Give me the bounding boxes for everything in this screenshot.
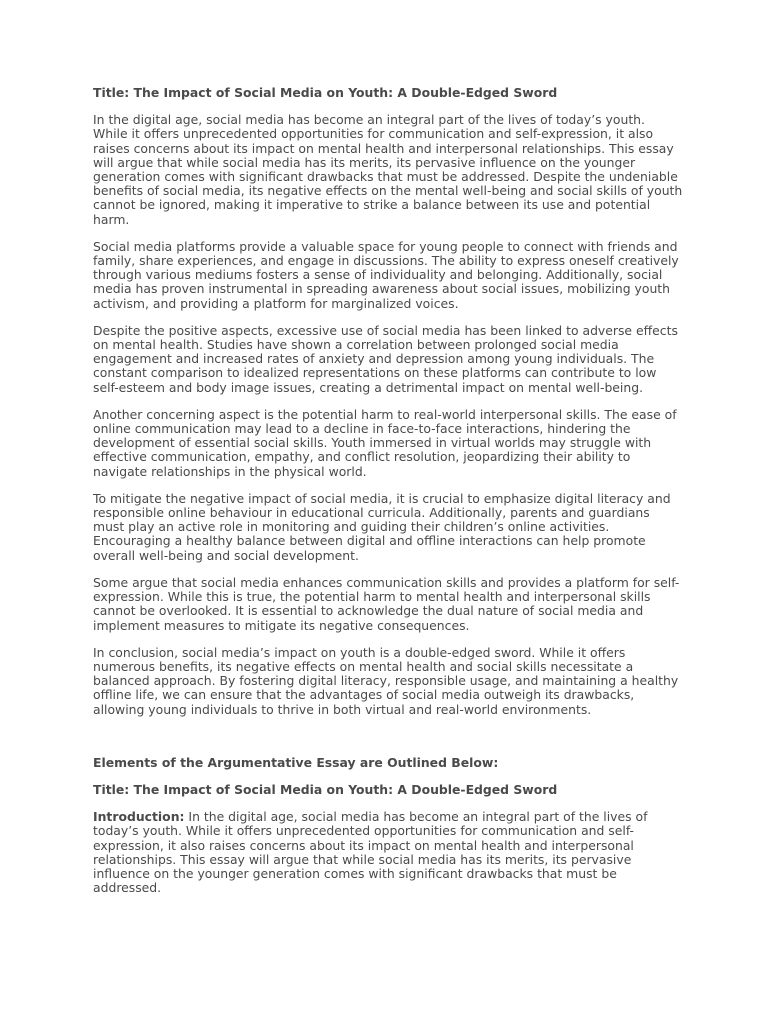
outline-title: Title: The Impact of Social Media on Youth: A Double-Edged Sword (93, 781, 558, 797)
essay-paragraph-conclusion: In conclusion, social media’s impact on youth is a double-edged sword. While it offers numerous benefits, its negative effects on mental health and social skills necessitate a balanced approach. By fostering digital literacy, responsible usage, and maintaining a healthy offline life, we can ensure that the advantages of social media outweigh its drawbacks, allowing young individuals to thrive in both virtual and real-world environments. (93, 644, 679, 717)
essay-title: Title: The Impact of Social Media on Youth: A Double-Edged Sword (93, 85, 558, 100)
outline-introduction (93, 810, 683, 895)
essay-paragraph-intro: In the digital age, social media has become an integral part of the lives of today’s youth. While it offers unprecedented opportunities for communication and self-expression, it also raises concerns about its impact on mental health and interpersonal relationships. This essay will argue that while social media has its merits, its pervasive influence on the younger generation comes with significant drawbacks that must be addressed. Despite the undeniable benefits of social media, its negative effects on the mental well-being and social skills of youth cannot be ignored, making it imperative to strike a balance between its use and potential harm. (93, 112, 683, 227)
document-page (93, 86, 683, 908)
introduction-text: In the digital age, social media has become an integral part of the lives of today’s youth. While it offers unprecedented opportunities for communication and self-expression, it also raises concerns about its impact on mental health and interpersonal relationships. This essay will argue that while social media has its merits, its pervasive influence on the younger generation comes with significant drawbacks that must be addressed. (93, 809, 648, 896)
essay-paragraph-social-skills: Another concerning aspect is the potential harm to real-world interpersonal skills. The ease of online communication may lead to a decline in face-to-face interactions, hindering the development of essential social skills. Youth immersed in virtual worlds may struggle with effective communication, empathy, and conflict resolution, jeopardizing their ability to navigate relationships in the physical world. (93, 406, 677, 479)
introduction-label: Introduction: (93, 809, 185, 825)
essay-paragraph-mental-health: Despite the positive aspects, excessive use of social media has been linked to adverse effects on mental health. Studies have shown a correlation between prolonged social media engagement and increased rates of anxiety and depression among young individuals. The constant comparison to idealized representations on these platforms can contribute to low self-esteem and body image issues, creating a detrimental impact on mental well-being. (93, 322, 678, 395)
essay-paragraph-benefits: Social media platforms provide a valuable space for young people to connect with friends and family, share experiences, and engage in discussions. The ability to express oneself creatively through various mediums fosters a sense of individuality and belonging. Additionally, social media has proven instrumental in spreading awareness about social issues, mobilizing youth activism, and providing a platform for marginalized voices. (93, 238, 679, 311)
section-spacer (93, 730, 683, 756)
outline-heading: Elements of the Argumentative Essay are Outlined Below: (93, 754, 499, 770)
essay-paragraph-counterargument: Some argue that social media enhances communication skills and provides a platform for self-expression. While this is true, the potential harm to mental health and interpersonal skills cannot be overlooked. It is essential to acknowledge the dual nature of social media and implement measures to mitigate its negative consequences. (93, 574, 680, 633)
essay-paragraph-mitigation: To mitigate the negative impact of social media, it is crucial to emphasize digital literacy and responsible online behaviour in educational curricula. Additionally, parents and guardians must play an active role in monitoring and guiding their children’s online activities. Encouraging a healthy balance between digital and offline interactions can help promote overall well-being and social development. (93, 490, 671, 563)
